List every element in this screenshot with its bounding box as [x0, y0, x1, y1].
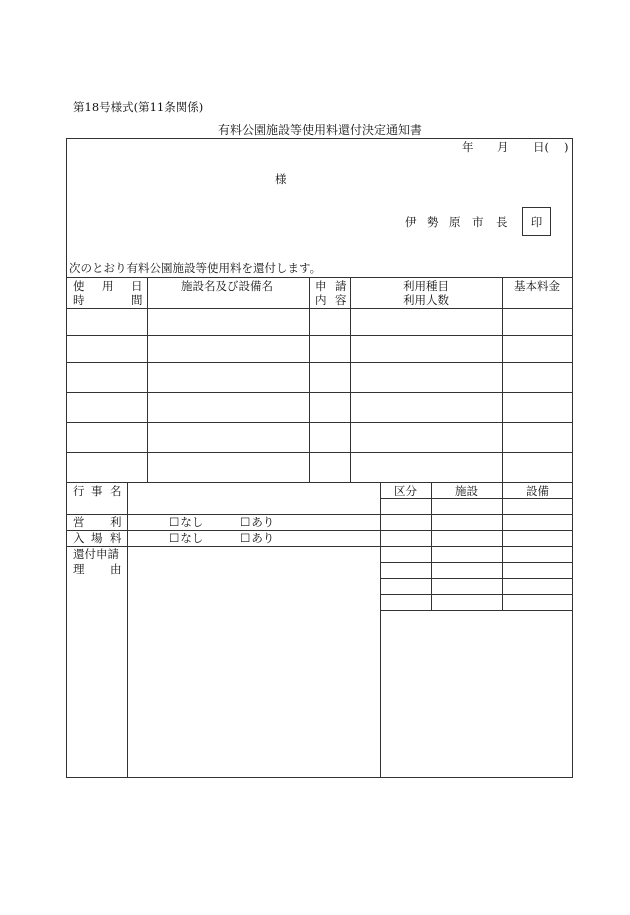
profit-none-label: なし — [180, 515, 204, 529]
date-day-close: ) — [564, 140, 569, 154]
profit-option-exists[interactable] — [240, 517, 274, 529]
profit-exists-label: あり — [251, 515, 275, 529]
right-header-equipment: 設備 — [526, 484, 549, 498]
table-bottom-line — [66, 482, 573, 483]
lower-right-divider — [380, 482, 381, 778]
reason-char-1: 理 — [73, 562, 85, 576]
table-col-line-2 — [309, 277, 310, 482]
admission-exists-label: あり — [251, 531, 275, 545]
table-row-line-3 — [66, 392, 573, 393]
profit-char-2: 利 — [110, 515, 122, 529]
right-table-line-2 — [380, 514, 573, 515]
issuer-char-4: 市 — [472, 215, 484, 229]
form-frame — [66, 138, 573, 778]
table-col-line-4 — [502, 277, 503, 482]
header-request-char-2: 請 — [335, 279, 347, 293]
reason-char-2: 由 — [110, 562, 122, 576]
header-date-char-1: 使 — [73, 279, 85, 293]
header-request-char-1: 申 — [315, 279, 327, 293]
issuer-char-2: 勢 — [427, 215, 439, 229]
event-name-char-3: 名 — [110, 484, 122, 498]
table-col-line-3 — [350, 277, 351, 482]
checkbox-icon: ☐ — [240, 531, 251, 545]
header-base-fee: 基本料金 — [514, 279, 560, 293]
header-date-char-3: 日 — [131, 279, 143, 293]
issuer-char-5: 長 — [496, 215, 508, 229]
right-table-col-2 — [502, 482, 503, 610]
table-row-line-5 — [66, 452, 573, 453]
header-users: 利用人数 — [403, 293, 449, 307]
right-table-line-8 — [380, 610, 573, 611]
checkbox-icon: ☐ — [169, 531, 180, 545]
right-table-line-4 — [380, 546, 573, 547]
admission-option-none[interactable] — [169, 533, 203, 545]
issuer-char-3: 原 — [449, 215, 461, 229]
seal-box — [522, 207, 551, 236]
reason-label-row1: 還付申請 — [73, 547, 119, 561]
event-name-char-1: 行 — [73, 484, 85, 498]
header-time-char-1: 時 — [73, 293, 85, 307]
header-date-char-2: 用 — [102, 279, 114, 293]
right-table-line-6 — [380, 578, 573, 579]
right-header-facility: 施設 — [455, 484, 478, 498]
header-facility: 施設名及び設備名 — [181, 279, 273, 293]
table-row-line-1 — [66, 335, 573, 336]
addressee-suffix: 様 — [275, 172, 287, 186]
table-header-bottom — [66, 308, 573, 309]
admission-char-1: 入 — [73, 531, 85, 545]
header-usage-type: 利用種目 — [403, 279, 449, 293]
date-month-label: 月 — [497, 140, 509, 154]
checkbox-icon: ☐ — [240, 515, 251, 529]
table-row-line-2 — [66, 362, 573, 363]
header-time-char-2: 間 — [131, 293, 143, 307]
admission-char-2: 場 — [91, 531, 103, 545]
right-table-line-1 — [380, 498, 573, 499]
profit-char-1: 営 — [73, 515, 85, 529]
date-day-label: 日( — [533, 140, 549, 154]
right-table-line-5 — [380, 562, 573, 563]
profit-option-none[interactable] — [169, 517, 203, 529]
right-header-category: 区分 — [394, 484, 417, 498]
admission-none-label: なし — [180, 531, 204, 545]
table-row-line-4 — [66, 422, 573, 423]
seal-label: 印 — [530, 214, 543, 229]
intro-text: 次のとおり有料公園施設等使用料を還付します。 — [69, 261, 322, 275]
header-content-char-1: 内 — [315, 293, 327, 307]
issuer-char-1: 伊 — [405, 215, 417, 229]
form-number: 第18号様式(第11条関係) — [73, 100, 204, 114]
lower-label-divider — [127, 482, 128, 778]
table-col-line-1 — [147, 277, 148, 482]
header-content-char-2: 容 — [335, 293, 347, 307]
right-table-line-7 — [380, 594, 573, 595]
right-table-col-1 — [431, 482, 432, 610]
admission-char-3: 料 — [110, 531, 122, 545]
table-top-line — [66, 277, 573, 278]
right-table-line-3 — [380, 530, 573, 531]
date-year-label: 年 — [462, 140, 474, 154]
checkbox-icon: ☐ — [169, 515, 180, 529]
admission-option-exists[interactable] — [240, 533, 274, 545]
event-name-char-2: 事 — [91, 484, 103, 498]
document-title: 有料公園施設等使用料還付決定通知書 — [218, 123, 423, 137]
